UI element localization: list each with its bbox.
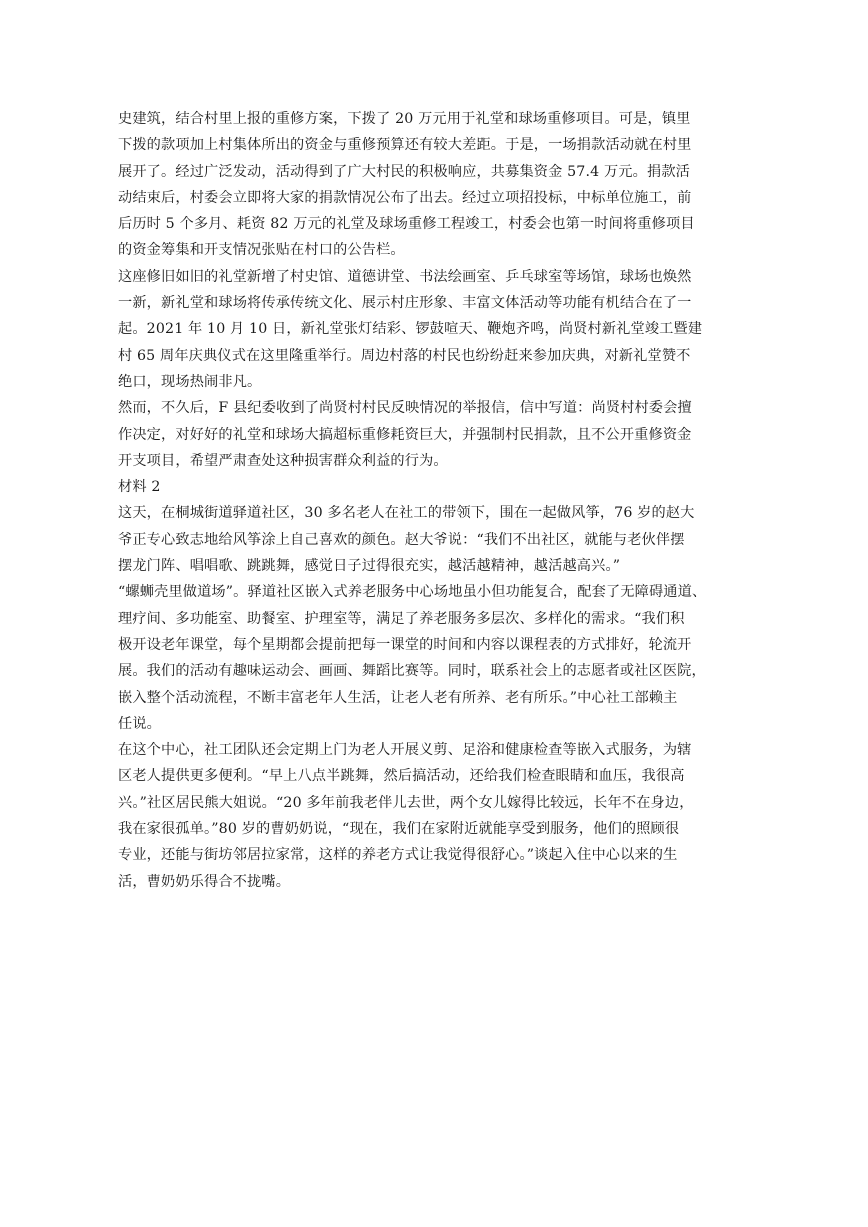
text-line: 我在家很孤单。”80 岁的曹奶奶说，“现在，我们在家附近就能享受到服务，他们的照顾很 [118,821,680,838]
document-body [118,106,758,895]
text-line: 这天，在桐城街道驿道社区，30 多名老人在社工的带领下，围在一起做风筝，76 岁的赵大 [118,505,695,522]
text-line: 史建筑，结合村里上报的重修方案，下拨了 20 万元用于礼堂和球场重修项目。可是，镇里 [118,111,691,127]
text-line: 村 65 周年庆典仪式在这里隆重举行。周边村落的村民也纷纷赶来参加庆典，对新礼堂赞不 [118,347,691,364]
text-line: 绝口，现场热闹非凡。 [118,373,262,390]
text-line: 在这个中心，社工团队还会定期上门为老人开展义剪、足浴和健康检查等嵌入式服务，为辖 [118,742,692,759]
text-line: 一新，新礼堂和球场将传承传统文化、展示村庄形象、丰富文体活动等功能有机结合在了一 [118,295,692,312]
text-line: 理疗间、多功能室、助餐室、护理室等，满足了养老服务多层次、多样化的需求。“我们积 [118,610,685,627]
text-line: 展开了。经过广泛发动，活动得到了广大村民的积极响应，共募集资金 57.4 万元。捐款活 [118,163,690,180]
text-line: “螺蛳壳里做道场”。驿道社区嵌入式养老服务中心场地虽小但功能复合，配套了无障碍通道、 [118,584,707,601]
text-line: 作决定，对好好的礼堂和球场大搞超标重修耗资巨大，并强制村民捐款，且不公开重修资金 [118,426,692,443]
text-line: 开支项目，希望严肃查处这种损害群众利益的行为。 [118,452,448,469]
text-line: 专业，还能与街坊邻居拉家常，这样的养老方式让我觉得很舒心。”谈起入住中心以来的生 [118,847,678,864]
text-line: 任说。 [118,715,162,732]
text-line: 动结束后，村委会立即将大家的捐款情况公布了出去。经过立项招投标，中标单位施工，前 [118,189,692,206]
text-line: 摆龙门阵、唱唱歌、跳跳舞，感觉日子过得很充实，越活越精神，越活越高兴。” [118,558,621,575]
text-line: 极开设老年课堂，每个星期都会提前把每一课堂的时间和内容以课程表的方式排好，轮流开 [118,636,692,653]
text-line: 起。2021 年 10 月 10 日，新礼堂张灯结彩、锣鼓喧天、鞭炮齐鸣，尚贤村新礼堂竣工暨建 [118,321,703,338]
text-line: 展。我们的活动有趣味运动会、画画、舞蹈比赛等。同时，联系社会上的志愿者或社区医院， [118,663,706,680]
text-line: 兴。”社区居民熊大姐说。“20 多年前我老伴儿去世，两个女儿嫁得比较远，长年不在身边， [118,794,694,811]
text-line: 后历时 5 个多月、耗资 82 万元的礼堂及球场重修工程竣工，村委会也第一时间将重修项目 [118,216,695,233]
text-line: 下拨的款项加上村集体所出的资金与重修预算还有较大差距。于是，一场捐款活动就在村里 [118,137,692,154]
text-line: 的资金筹集和开支情况张贴在村口的公告栏。 [118,242,405,259]
text-line: 活，曹奶奶乐得合不拢嘴。 [118,873,291,890]
text-line: 爷正专心致志地给风筝涂上自己喜欢的颜色。赵大爷说：“我们不出社区，就能与老伙伴摆 [118,531,685,548]
text-line: 这座修旧如旧的礼堂新增了村史馆、道德讲堂、书法绘画室、乒乓球室等场馆，球场也焕然 [118,268,692,285]
text-line: 区老人提供更多便利。“早上八点半跳舞，然后搞活动，还给我们检查眼睛和血压，我很高 [118,768,685,785]
section-heading: 材料 2 [118,479,161,496]
text-line: 然而，不久后，F 县纪委收到了尚贤村村民反映情况的举报信，信中写道：尚贤村村委会擅 [118,400,692,417]
text-line: 嵌入整个活动流程，不断丰富老年人生活，让老人老有所养、老有所乐。”中心社工部赖主 [118,689,678,706]
